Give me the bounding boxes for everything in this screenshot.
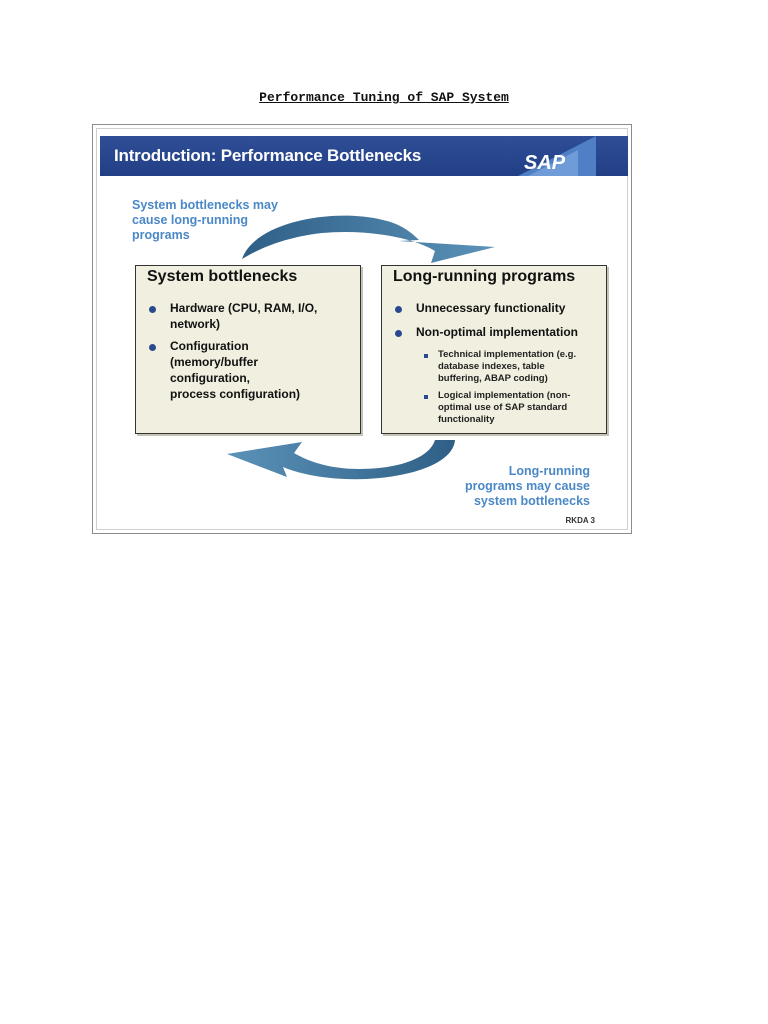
- square-bullet-icon: [424, 395, 428, 399]
- callout-line: Long-running: [508, 464, 590, 478]
- callout-system-bottlenecks: [132, 198, 302, 243]
- slide: [92, 124, 632, 534]
- bullet-icon: [395, 306, 402, 313]
- sub-list-item: Logical implementation (non- optimal use of SAP standard functionality: [438, 390, 571, 425]
- callout-line: system bottlenecks: [473, 494, 590, 508]
- square-bullet-icon: [424, 354, 428, 358]
- box-title: Long-running programs: [393, 268, 576, 285]
- slide-frame: [96, 128, 628, 530]
- system-bottlenecks-box: [135, 265, 361, 434]
- list-item: Configuration (memory/buffer configuration, process configuration): [170, 339, 301, 401]
- list-item: Unnecessary functionality: [416, 301, 566, 315]
- callout-line: System bottlenecks may: [132, 198, 278, 212]
- document-title: Performance Tuning of SAP System: [259, 90, 509, 105]
- callout-line: cause long-running: [132, 213, 248, 227]
- callout-long-running-programs: [420, 464, 590, 509]
- box-title: System bottlenecks: [147, 268, 298, 285]
- slide-code: RKDA 3: [565, 516, 595, 525]
- callout-line: programs: [132, 228, 190, 242]
- list-item: Hardware (CPU, RAM, I/O, network): [170, 301, 318, 331]
- bullet-icon: [149, 344, 156, 351]
- sub-list-item: Technical implementation (e.g. database indexes, table buffering, ABAP coding): [438, 349, 577, 384]
- long-running-programs-box: [381, 265, 607, 434]
- callout-line: programs may cause: [464, 479, 590, 493]
- list-item: Non-optimal implementation: [416, 325, 578, 339]
- slide-title: Introduction: Performance Bottlenecks: [114, 146, 422, 165]
- bullet-icon: [149, 306, 156, 313]
- bullet-icon: [395, 330, 402, 337]
- svg-text:SAP: SAP: [524, 152, 566, 174]
